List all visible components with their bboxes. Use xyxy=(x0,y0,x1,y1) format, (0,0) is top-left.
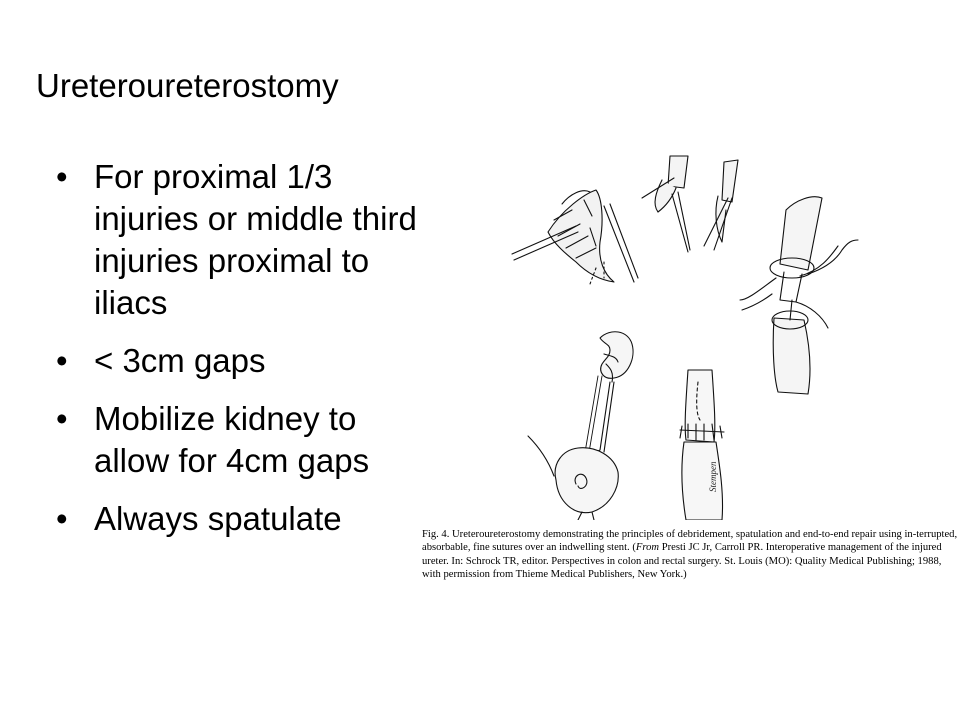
suture-placement-drawing xyxy=(740,197,858,394)
slide-title: Ureteroureterostomy xyxy=(36,67,339,104)
bullet-text: < 3cm gaps xyxy=(94,342,266,379)
bullet-text: For proximal 1/3 injuries or middle third injuries proximal to iliacs xyxy=(94,158,417,321)
illustrator-signature: Stempen xyxy=(708,461,718,492)
figure-caption xyxy=(422,528,960,582)
bullet-glyph: • xyxy=(56,342,68,379)
caption-from: From xyxy=(635,542,660,554)
ureter-repair-illustration xyxy=(492,150,872,520)
caption-authors: Presti JC Jr, Carroll PR. xyxy=(659,542,764,554)
caption-text: Fig. 4. Ureteroureterostomy demonstrating the principles of debridement, spatulation and end-to-end repair using in-terrupted, absorbable, fine sutures over an indwelling stent. ( xyxy=(422,529,958,554)
bullet-item xyxy=(56,398,426,482)
bullet-glyph: • xyxy=(56,400,68,437)
anastomosis-drawing xyxy=(680,370,724,520)
bullet-text: Always spatulate xyxy=(94,500,342,537)
spatulation-drawing xyxy=(642,156,738,252)
bullet-item xyxy=(56,156,426,324)
bullet-glyph: • xyxy=(56,500,68,537)
kidney-stent-drawing xyxy=(528,332,633,520)
debridement-drawing xyxy=(512,190,638,284)
caption-rest: Interoperative management of the injured ureter. In: Schrock TR, editor. Perspectives in colon and rectal surgery. St. Louis (MO): Quality Medical Publishing; 1988, with permission from Thieme Medical Publishers, New York.) xyxy=(422,542,942,581)
bullet-list xyxy=(56,156,426,556)
bullet-item xyxy=(56,340,426,382)
bullet-item xyxy=(56,498,426,540)
bullet-text: Mobilize kidney to allow for 4cm gaps xyxy=(94,400,370,479)
bullet-glyph: • xyxy=(56,158,68,195)
